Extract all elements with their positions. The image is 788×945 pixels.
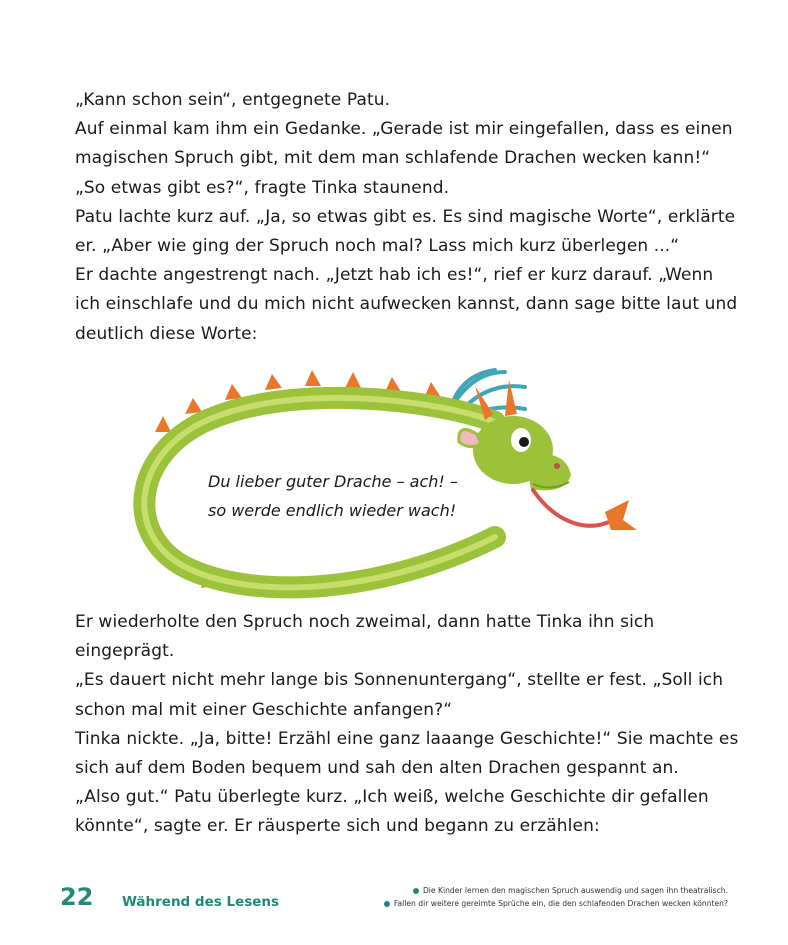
note-item bbox=[384, 884, 728, 897]
note-text: Die Kinder lernen den magischen Spruch auswendig und sagen ihn theatralisch. bbox=[422, 886, 728, 895]
story-line: deutlich diese Worte: bbox=[75, 323, 258, 344]
story-line: Auf einmal kam ihm ein Gedanke. „Gerade ist mir eingefallen, dass es einen bbox=[75, 119, 733, 140]
story-line: sich auf dem Boden bequem und sah den alten Drachen gespannt an. bbox=[75, 758, 679, 779]
story-line: Tinka nickte. „Ja, bitte! Erzähl eine ganz laaange Geschichte!“ Sie machte es bbox=[75, 728, 739, 749]
story-line: eingeprägt. bbox=[75, 641, 175, 662]
story-line: ich einschlafe und du mich nicht aufwecken kannst, dann sage bitte laut und bbox=[75, 294, 738, 315]
teacher-notes bbox=[384, 884, 728, 910]
section-title: Während des Lesens bbox=[122, 894, 280, 910]
verse-line-1: Du lieber guter Drache – ach! – bbox=[208, 472, 458, 491]
story-line: magischen Spruch gibt, mit dem man schlafende Drachen wecken kann!“ bbox=[75, 148, 711, 169]
story-line: könnte“, sagte er. Er räusperte sich und begann zu erzählen: bbox=[75, 816, 600, 837]
note-item bbox=[384, 897, 728, 910]
story-line: Patu lachte kurz auf. „Ja, so etwas gibt es. Es sind magische Worte“, erklärte bbox=[75, 206, 736, 227]
story-line: Er wiederholte den Spruch noch zweimal, dann hatte Tinka ihn sich bbox=[75, 612, 655, 632]
story-line: Er dachte angestrengt nach. „Jetzt hab ich es!“, rief er kurz darauf. „Wenn bbox=[75, 265, 714, 286]
story-line: er. „Aber wie ging der Spruch noch mal? Lass mich kurz überlegen ...“ bbox=[75, 236, 680, 257]
story-line: „Kann schon sein“, entgegnete Patu. bbox=[75, 90, 391, 110]
story-line: „So etwas gibt es?“, fragte Tinka staunend. bbox=[75, 177, 450, 198]
page-number: 22 bbox=[60, 883, 94, 911]
verse-line-2: so werde endlich wieder wach! bbox=[208, 501, 457, 520]
bullet-icon bbox=[384, 901, 390, 907]
note-text: Fallen dir weitere gereimte Sprüche ein, die den schlafenden Drachen wecken könnten? bbox=[393, 899, 728, 908]
story-line: „Es dauert nicht mehr lange bis Sonnenuntergang“, stellte er fest. „Soll ich bbox=[75, 670, 724, 691]
story-text-top bbox=[75, 86, 755, 349]
bullet-icon bbox=[413, 888, 419, 894]
story-line: „Also gut.“ Patu überlegte kurz. „Ich weiß, welche Geschichte dir gefallen bbox=[75, 787, 709, 808]
story-text-bottom bbox=[75, 608, 755, 842]
story-line: schon mal mit einer Geschichte anfangen?“ bbox=[75, 699, 453, 720]
